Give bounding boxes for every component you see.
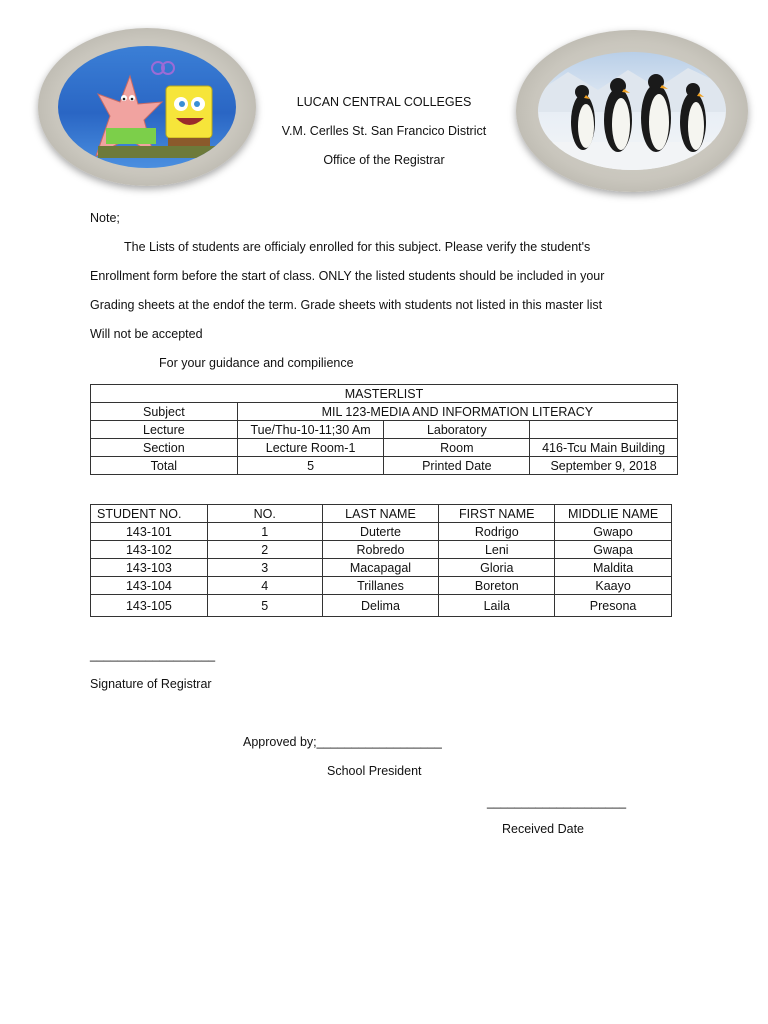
first-name: Laila [439,595,555,617]
student-no: 143-101 [91,523,208,541]
middle-name: Gwapo [555,523,672,541]
first-name: Boreton [439,577,555,595]
note-line-4: Will not be accepted [90,327,203,341]
middle-name: Kaayo [555,577,672,595]
laboratory-value [530,421,678,439]
student-index: 1 [207,523,322,541]
table-row [91,595,672,617]
students-table [90,504,672,617]
table-row [91,523,672,541]
printed-date-label: Printed Date [384,457,530,475]
middle-name: Maldita [555,559,672,577]
student-no: 143-105 [91,595,208,617]
approved-by: Approved by;__________________ [243,735,442,749]
school-address: V.M. Cerlles St. San Francico District [281,124,487,138]
total-label: Total [91,457,238,475]
room-value: 416-Tcu Main Building [530,439,678,457]
received-date-line: ____________________ [487,795,627,809]
header-middle-name: MIDDLIE NAME [555,505,672,523]
first-name: Gloria [439,559,555,577]
masterlist-title: MASTERLIST [91,385,678,403]
lecture-label: Lecture [91,421,238,439]
subject-value: MIL 123-MEDIA AND INFORMATION LITERACY [237,403,677,421]
school-president-label: School President [327,764,422,778]
subject-label: Subject [91,403,238,421]
printed-date-value: September 9, 2018 [530,457,678,475]
first-name: Rodrigo [439,523,555,541]
student-index: 4 [207,577,322,595]
school-name: LUCAN CENTRAL COLLEGES [296,95,472,109]
room-label: Room [384,439,530,457]
lecture-value: Tue/Thu-10-11;30 Am [237,421,384,439]
note-line-5: For your guidance and compilience [159,356,354,370]
registrar-signature-label: Signature of Registrar [90,677,212,691]
student-no: 143-103 [91,559,208,577]
note-label: Note; [90,211,120,225]
note-line-2: Enrollment form before the start of class. ONLY the listed students should be included in your [90,269,605,283]
registrar-signature-line: __________________ [90,648,216,662]
section-label: Section [91,439,238,457]
student-index: 2 [207,541,322,559]
header-student-no: STUDENT NO. [91,505,208,523]
table-row [91,559,672,577]
table-row [91,541,672,559]
total-value: 5 [237,457,384,475]
last-name: Duterte [322,523,439,541]
total-row [91,457,678,475]
middle-name: Presona [555,595,672,617]
laboratory-label: Laboratory [384,421,530,439]
section-value: Lecture Room-1 [237,439,384,457]
subject-row [91,403,678,421]
middle-name: Gwapa [555,541,672,559]
last-name: Delima [322,595,439,617]
masterlist-title-row [91,385,678,403]
students-header-row [91,505,672,523]
student-no: 143-102 [91,541,208,559]
last-name: Trillanes [322,577,439,595]
lecture-row [91,421,678,439]
last-name: Robredo [322,541,439,559]
right-image-frame [516,30,748,192]
header-no: NO. [207,505,322,523]
header-first-name: FIRST NAME [439,505,555,523]
section-row [91,439,678,457]
table-row [91,577,672,595]
note-line-3: Grading sheets at the endof the term. Grade sheets with students not listed in this master list [90,298,603,312]
first-name: Leni [439,541,555,559]
received-date-label: Received Date [502,822,584,836]
header-last-name: LAST NAME [322,505,439,523]
last-name: Macapagal [322,559,439,577]
student-index: 5 [207,595,322,617]
student-no: 143-104 [91,577,208,595]
student-index: 3 [207,559,322,577]
office-name: Office of the Registrar [323,153,445,167]
note-line-1: The Lists of students are officialy enrolled for this subject. Please verify the student's [124,240,591,254]
masterlist-table [90,384,678,475]
